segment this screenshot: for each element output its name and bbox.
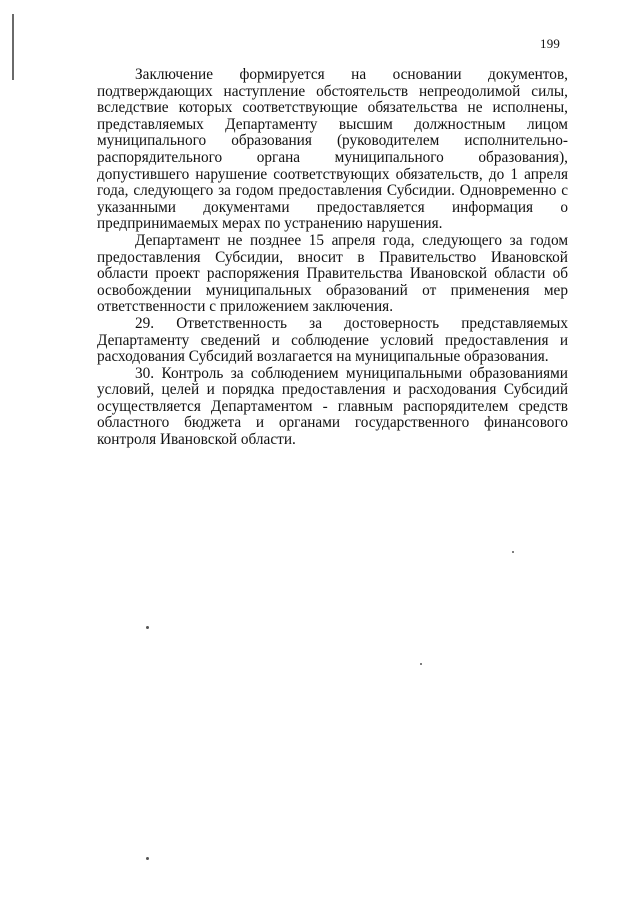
paragraph-29-responsibility: 29. Ответственность за достоверность представляемых Департаменту сведений и соблюдение условий предоставления и расходования Субсидий возлагается на муниципальные образования. xyxy=(97,314,568,366)
scan-speck xyxy=(512,551,514,553)
page-number: 199 xyxy=(540,36,561,51)
paragraph-30-control: 30. Контроль за соблюдением муниципальными образованиями условий, целей и порядка предоставления и расходования Субсидий осуществляется Департаментом - главным распорядителем средств областного бюджета и органами государственного финансового контроля Ивановской области. xyxy=(97,364,568,449)
document-body xyxy=(97,67,568,449)
paragraph-conclusion: Заключение формируется на основании документов, подтверждающих наступление обстоятельств непреодолимой силы, вследствие которых соответствующие обязательства не исполнены, представляемых Департаменту высшим должностным лицом муниципального образования (руководителем исполнительно-распорядительного органа муниципального образования), допустившего нарушение соответствующих обязательств, до 1 апреля года, следующего за годом предоставления Субсидии. Одновременно с указанными документами предоставляется информация о предпринимаемых мерах по устранению нарушения. xyxy=(97,66,568,233)
scan-speck xyxy=(420,663,422,665)
paragraph-department-deadline: Департамент не позднее 15 апреля года, следующего за годом предоставления Субсидии, вносит в Правительство Ивановской области проект распоряжения Правительства Ивановской области об освобождении муниципальных образований от применения мер ответственности с приложением заключения. xyxy=(97,231,568,316)
binding-margin-line xyxy=(12,14,14,80)
scan-speck xyxy=(146,857,149,860)
scan-speck xyxy=(146,626,149,629)
